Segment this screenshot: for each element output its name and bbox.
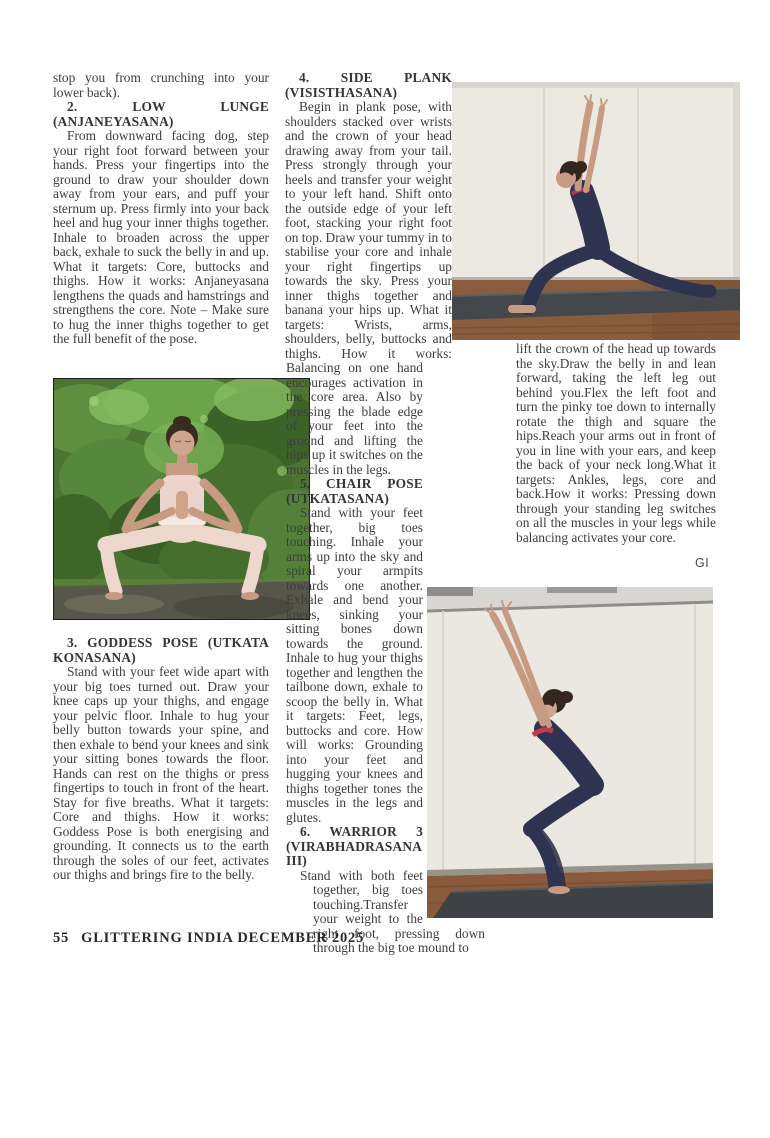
warrior-3-paragraph-start: Stand with both feet together, big toes touching.Transfer your weight to the right foot, pressing down through the big toe mound to	[300, 867, 485, 955]
magazine-title-footer: GLITTERING INDIA DECEMBER 2025	[81, 930, 365, 946]
low-lunge-paragraph: From downward facing dog, step your right foot forward between your hands. Press your fingertips into the ground to draw your shoulder down away from your ears, and puff your sternum up. Press firmly into your back heel and hug your inner thighs together. Inhale to broaden across the upper back, exhale to suck the belly in and up. What it targets: Core, buttocks and thighs. How it works: Anjaneyasana lengthens the quads and hamstrings and strengthens the core. Note – Make sure to hug the inner thighs together to get the full benefit of the pose.	[53, 128, 269, 346]
intro-continuation-paragraph: stop you from crunching into your lower back).	[53, 70, 269, 100]
heading-chair-pose: 5. CHAIR POSE (UTKATASANA)	[286, 476, 423, 506]
low-lunge-illustration	[452, 82, 740, 340]
page-footer	[53, 930, 364, 947]
float-spacer	[285, 891, 313, 1138]
chair-pose-photo	[427, 587, 713, 918]
chair-pose-illustration	[427, 587, 713, 918]
low-lunge-photo	[452, 82, 740, 340]
float-spacer	[484, 348, 485, 586]
goddess-pose-illustration	[54, 379, 309, 619]
column-1-upper	[53, 71, 269, 347]
goddess-pose-paragraph: Stand with your feet wide apart with your big toes turned out. Draw your knee caps up your thighs, and engage your pelvic floor. Inhale to hug your belly button towards your spine, and then exhale to bend your knees and sink your sitting bones towards the floor. Hands can rest on the thighs or press fingertips to touch in front of the heart. Stay for five breaths. What it targets: Core and thighs. How it works: Goddess Pose is both energising and grounding. It connects us to the earth through the soles of our feet, activates our thighs and brings fire to the belly.	[53, 664, 269, 882]
heading-goddess-pose: 3. GODDESS POSE (UTKATA KONASANA)	[53, 635, 269, 665]
page-number: 55	[53, 930, 70, 946]
warrior-3-paragraph-end: lift the crown of the head up towards the sky.Draw the belly in and lean forward, taking the left leg out behind you.Flex the left foot and turn the pinky toe down to internally rotate the thigh and square the hips.Reach your arms out in front of you in line with your ears, and keep the back of your neck long.What it targets: Ankles, legs, core and back.How it works: Pressing down through your standing leg switches on all the muscles in your legs while balancing activates your core.	[516, 341, 716, 545]
column-3	[516, 342, 716, 545]
heading-side-plank: 4. SIDE PLANK (VISISTHASANA)	[285, 70, 452, 100]
column-1-lower	[53, 636, 269, 883]
goddess-pose-photo	[53, 378, 310, 620]
side-plank-paragraph: Begin in plank pose, with shoulders stacked over wrists and the crown of your head drawing away from your tail. Press strongly through your heels and transfer your weight to your left hand. Shift onto the outside edge of your left foot, stacking your right foot on top. Draw your tummy in to stabilise your core and inhale your right fingertips up towards the sky. Press your inner thighs together and banana your hips up. What it targets: Wrists, arms, shoulders, belly, buttocks and thighs. How it works: Balancing on one hand encourages activation in the core area. Also by pressing the blade edge of your feet into the ground and lifting the hips up it switches on the muscles in the legs.	[285, 99, 452, 477]
heading-warrior-3: 6. WARRIOR 3 (VIRABHADRASANA III)	[286, 824, 423, 868]
chair-pose-paragraph: Stand with your feet together, big toes touching. Inhale your arms up into the sky and spiral your armpits towards one another. Exhale and bend your knees, sinking your sitting bones down towards the ground. Inhale to hug your thighs together and lengthen the tailbone down, exhale to scoop the belly in. What it targets: Feet, legs, buttocks and core. How will works: Grounding into your feet and hugging your knees and thighs together tones the muscles in the legs and glutes.	[286, 505, 423, 825]
article-end-mark: GI	[695, 556, 710, 570]
heading-low-lunge: 2. LOW LUNGE (ANJANEYASANA)	[53, 99, 269, 129]
